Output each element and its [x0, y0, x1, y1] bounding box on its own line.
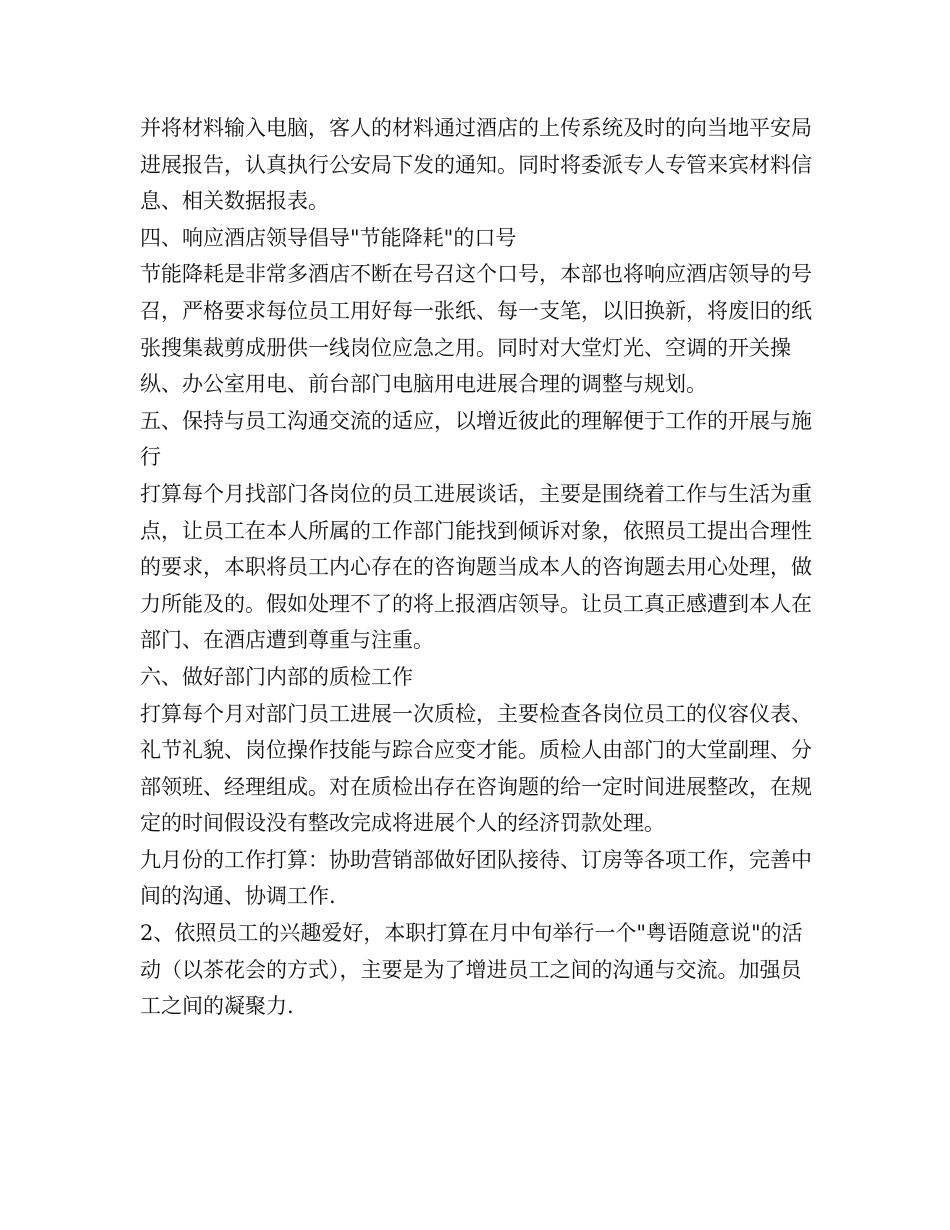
- document-body: [140, 110, 812, 1025]
- paragraph-1: 并将材料输入电脑，客人的材料通过酒店的上传系统及时的向当地平安局进展报告，认真执行公安局下发的通知。同时将委派专人专管来宾材料信息、相关数据报表。: [140, 116, 812, 214]
- heading-section-4: 四、响应酒店领导倡导"节能降耗"的口号: [140, 225, 517, 250]
- heading-section-6: 六、做好部门内部的质检工作: [140, 664, 413, 689]
- paragraph-3: 打算每个月找部门各岗位的员工进展谈话，主要是围绕着工作与生活为重点，让员工在本人所属的工作部门能找到倾诉对象，依照员工提出合理性的要求，本职将员工内心存在的咨询题当成本人的咨询题去用心处理，做力所能及的。假如处理不了的将上报酒店领导。让员工真正感遭到本人在部门、在酒店遭到尊重与注重。: [140, 481, 812, 653]
- paragraph-2: 节能降耗是非常多酒店不断在号召这个口号，本部也将响应酒店领导的号召，严格要求每位员工用好每一张纸、每一支笔，以旧换新，将废旧的纸张搜集裁剪成册供一线岗位应急之用。同时对大堂灯光、空调的开关操纵、办公室用电、前台部门电脑用电进展合理的调整与规划。: [140, 262, 812, 397]
- heading-section-5: 五、保持与员工沟通交流的适应，以增近彼此的理解便于工作的开展与施行: [140, 408, 812, 470]
- paragraph-5: 九月份的工作打算：协助营销部做好团队接待、订房等各项工作，完善中间的沟通、协调工作.: [140, 847, 812, 909]
- paragraph-4: 打算每个月对部门员工进展一次质检，主要检查各岗位员工的仪容仪表、礼节礼貌、岗位操作技能与踪合应变才能。质检人由部门的大堂副理、分部领班、经理组成。对在质检出存在咨询题的给一定时间进展整改，在规定的时间假设没有整改完成将进展个人的经济罚款处理。: [140, 701, 812, 836]
- paragraph-6: 2、依照员工的兴趣爱好，本职打算在月中旬举行一个"粤语随意说"的活动（以茶花会的方式），主要是为了增进员工之间的沟通与交流。加强员工之间的凝聚力.: [140, 921, 803, 1019]
